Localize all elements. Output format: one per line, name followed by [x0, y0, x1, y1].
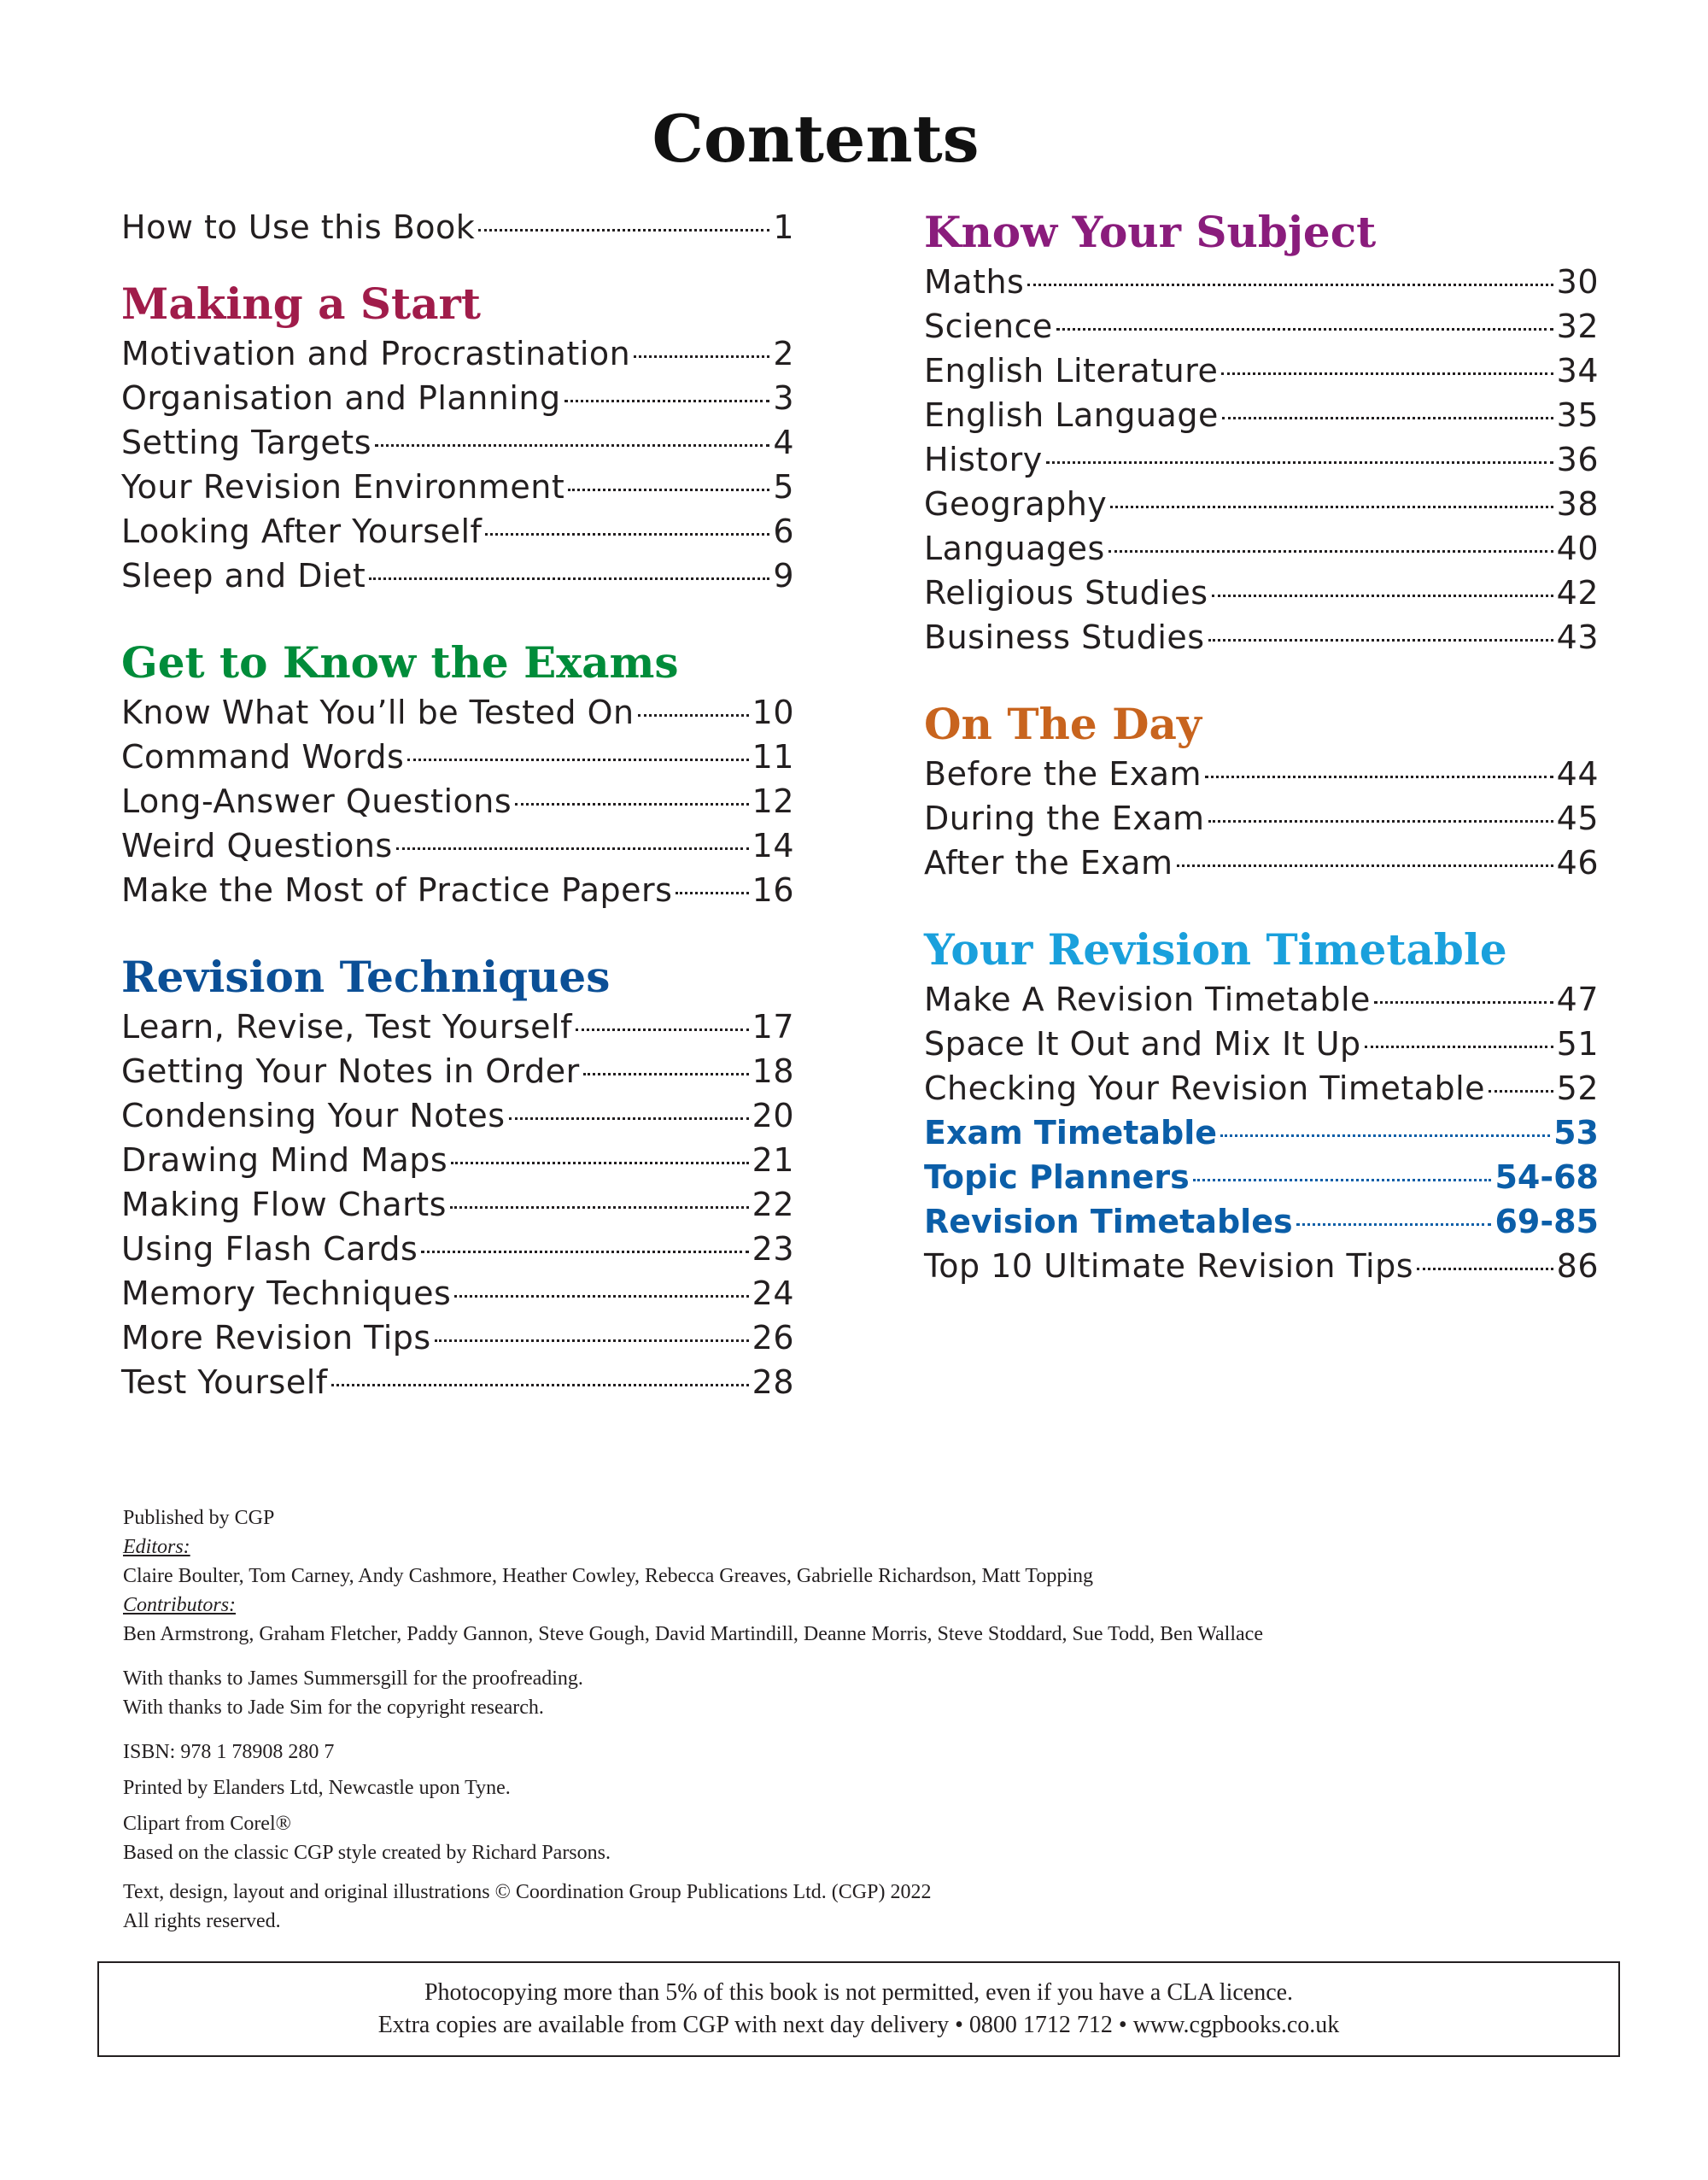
publication-credits	[123, 1503, 1609, 1936]
toc-entry-label: Memory Techniques	[121, 1275, 452, 1312]
leader-dots	[634, 355, 769, 358]
leader-dots	[331, 1384, 749, 1386]
toc-entry[interactable]	[924, 260, 1599, 304]
toc-entry[interactable]	[121, 420, 794, 465]
leader-dots	[435, 1339, 749, 1342]
toc-entry-page: 5	[773, 468, 794, 506]
toc-entry-label: How to Use this Book	[121, 208, 476, 246]
leader-dots	[509, 1117, 749, 1120]
leader-dots	[576, 1028, 749, 1031]
toc-entry-label: Using Flash Cards	[121, 1230, 418, 1268]
leader-dots	[478, 229, 769, 231]
toc-entry-page: 2	[773, 335, 794, 372]
toc-entry-label: Command Words	[121, 738, 405, 776]
toc-entry-label: English Literature	[924, 352, 1219, 390]
toc-entry-page: 28	[752, 1363, 794, 1401]
toc-entry-page: 35	[1556, 396, 1599, 434]
toc-entry[interactable]	[121, 779, 794, 823]
toc-entry-page: 30	[1556, 263, 1599, 301]
toc-entry[interactable]	[924, 1244, 1599, 1288]
toc-entry-page: 6	[773, 513, 794, 550]
toc-entry-label: Religious Studies	[924, 574, 1208, 612]
toc-entry[interactable]	[924, 615, 1599, 659]
toc-entry[interactable]	[924, 304, 1599, 349]
leader-dots	[1417, 1268, 1553, 1270]
toc-entry[interactable]	[924, 1022, 1599, 1066]
toc-entry-highlighted[interactable]	[924, 1155, 1599, 1199]
toc-entry-label: Exam Timetable	[924, 1114, 1218, 1152]
toc-entry-page: 42	[1556, 574, 1599, 612]
toc-entry[interactable]	[924, 437, 1599, 482]
section-heading-get-to-know-the-exams: Get to Know the Exams	[121, 637, 679, 688]
leader-dots	[407, 759, 748, 761]
toc-entry[interactable]	[121, 735, 794, 779]
isbn: ISBN: 978 1 78908 280 7	[123, 1741, 335, 1763]
toc-entry-page: 45	[1556, 800, 1599, 837]
section-heading-on-the-day: On The Day	[924, 699, 1202, 749]
leader-dots	[1374, 1001, 1553, 1004]
toc-entry-page: 43	[1556, 618, 1599, 656]
toc-entry[interactable]	[121, 1138, 794, 1182]
toc-entry-label: Your Revision Environment	[121, 468, 565, 506]
toc-entry-label: Condensing Your Notes	[121, 1097, 506, 1134]
toc-entry[interactable]	[121, 1049, 794, 1093]
toc-entry-page: 54-68	[1494, 1158, 1599, 1196]
leader-dots	[485, 533, 769, 536]
thanks-proofreading: With thanks to James Summersgill for the proofreading.	[123, 1667, 583, 1690]
toc-entry-label: Make A Revision Timetable	[924, 981, 1371, 1018]
toc-entry-label: Long-Answer Questions	[121, 782, 512, 820]
toc-entry-label: Checking Your Revision Timetable	[924, 1069, 1486, 1107]
toc-entry-page: 4	[773, 424, 794, 461]
toc-entry[interactable]	[121, 823, 794, 868]
toc-entry-page: 32	[1556, 308, 1599, 345]
leader-dots	[369, 577, 769, 580]
toc-entry[interactable]	[121, 1316, 794, 1360]
toc-entry-label: Sleep and Diet	[121, 557, 366, 595]
toc-entry-page: 46	[1556, 844, 1599, 882]
toc-entry-label: History	[924, 441, 1043, 478]
contributors-list: Ben Armstrong, Graham Fletcher, Paddy Gannon, Steve Gough, David Martindill, Deanne Morris, Steve Stoddard, Sue Todd, Ben Wallace	[123, 1623, 1263, 1645]
photocopy-notice-box	[97, 1961, 1620, 2057]
toc-entry-page: 22	[752, 1186, 794, 1223]
leader-dots	[1046, 461, 1553, 464]
toc-entry-label: Motivation and Procrastination	[121, 335, 631, 372]
section-list-your-revision-timetable	[924, 977, 1599, 1288]
toc-entry-label: Organisation and Planning	[121, 379, 561, 417]
leader-dots	[568, 489, 769, 491]
toc-entry-label: Science	[924, 308, 1053, 345]
toc-entry[interactable]	[924, 752, 1599, 796]
leader-dots	[1222, 417, 1553, 419]
editors-label: Editors:	[123, 1536, 190, 1558]
toc-entry-label: Test Yourself	[121, 1363, 328, 1401]
printed-by: Printed by Elanders Ltd, Newcastle upon Tyne.	[123, 1777, 511, 1799]
style-credit: Based on the classic CGP style created by Richard Parsons.	[123, 1842, 611, 1864]
rights-notice: All rights reserved.	[123, 1910, 281, 1932]
toc-entry[interactable]	[121, 1182, 794, 1227]
contents-right-column	[924, 205, 1599, 1288]
toc-entry-page: 9	[773, 557, 794, 595]
leader-dots	[1489, 1090, 1553, 1093]
toc-entry[interactable]	[924, 393, 1599, 437]
leader-dots	[375, 444, 769, 447]
toc-entry-label: Maths	[924, 263, 1025, 301]
toc-entry-page: 10	[752, 694, 794, 731]
leader-dots	[451, 1162, 748, 1164]
toc-entry-page: 53	[1553, 1114, 1599, 1152]
photocopy-notice: Photocopying more than 5% of this book is not permitted, even if you have a CLA licence.	[424, 1979, 1294, 2006]
leader-dots	[1027, 284, 1553, 286]
toc-entry[interactable]	[121, 205, 794, 249]
toc-entry-label: Weird Questions	[121, 827, 393, 864]
toc-entry-label: Setting Targets	[121, 424, 372, 461]
toc-entry[interactable]	[924, 1066, 1599, 1111]
thanks-copyright: With thanks to Jade Sim for the copyright research.	[123, 1697, 544, 1719]
leader-dots	[421, 1251, 748, 1253]
toc-entry-label: Revision Timetables	[924, 1203, 1293, 1240]
toc-entry-label: Top 10 Ultimate Revision Tips	[924, 1247, 1414, 1285]
section-list-revision-techniques	[121, 1005, 794, 1404]
leader-dots	[1208, 639, 1553, 642]
toc-entry-page: 24	[752, 1275, 794, 1312]
leader-dots	[1205, 776, 1553, 778]
leader-dots	[1110, 506, 1553, 508]
toc-entry[interactable]	[924, 571, 1599, 615]
toc-entry[interactable]	[924, 977, 1599, 1022]
toc-entry-label: English Language	[924, 396, 1219, 434]
section-heading-your-revision-timetable: Your Revision Timetable	[924, 924, 1507, 975]
contributors-label: Contributors:	[123, 1594, 237, 1616]
toc-entry[interactable]	[121, 1005, 794, 1049]
toc-entry-page: 3	[773, 379, 794, 417]
toc-entry-page: 21	[752, 1141, 794, 1179]
toc-entry-label: Looking After Yourself	[121, 513, 483, 550]
extra-copies-notice: Extra copies are available from CGP with next day delivery • 0800 1712 712 • www.cgpbooks.co.uk	[377, 2012, 1340, 2038]
toc-entry-page: 69-85	[1494, 1203, 1599, 1240]
copyright-notice: Text, design, layout and original illustrations © Coordination Group Publications Ltd. (CGP) 2022	[123, 1881, 932, 1903]
leader-dots	[1365, 1046, 1553, 1048]
leader-dots	[638, 714, 749, 717]
toc-entry-page: 40	[1556, 530, 1599, 567]
leader-dots	[1193, 1179, 1492, 1181]
toc-entry-page: 47	[1556, 981, 1599, 1018]
section-list-on-the-day	[924, 752, 1599, 885]
toc-entry-label: Business Studies	[924, 618, 1205, 656]
toc-entry-label: Space It Out and Mix It Up	[924, 1025, 1361, 1063]
leader-dots	[1296, 1223, 1492, 1226]
section-list-get-to-know-the-exams	[121, 690, 794, 912]
toc-entry-label: More Revision Tips	[121, 1319, 431, 1357]
toc-entry[interactable]	[121, 554, 794, 598]
toc-entry[interactable]	[924, 482, 1599, 526]
leader-dots	[1056, 328, 1553, 331]
toc-entry-label: Topic Planners	[924, 1158, 1190, 1196]
toc-entry[interactable]	[121, 1227, 794, 1271]
toc-entry-label: Make the Most of Practice Papers	[121, 871, 673, 909]
toc-entry[interactable]	[121, 376, 794, 420]
toc-entry[interactable]	[121, 690, 794, 735]
toc-entry-page: 17	[752, 1008, 794, 1046]
section-heading-making-a-start: Making a Start	[121, 278, 481, 329]
leader-dots	[1221, 372, 1553, 375]
toc-entry-label: Learn, Revise, Test Yourself	[121, 1008, 572, 1046]
leader-dots	[1220, 1134, 1550, 1137]
published-by: Published by CGP	[123, 1507, 275, 1529]
toc-entry-label: Languages	[924, 530, 1105, 567]
toc-entry-label: Geography	[924, 485, 1108, 523]
contents-left-column	[121, 205, 794, 1404]
leader-dots	[454, 1295, 748, 1298]
leader-dots	[515, 803, 749, 806]
toc-entry-label: During the Exam	[924, 800, 1205, 837]
section-heading-know-your-subject: Know Your Subject	[924, 207, 1377, 257]
section-list-know-your-subject	[924, 260, 1599, 659]
toc-entry[interactable]	[121, 465, 794, 509]
leader-dots	[1177, 864, 1553, 867]
toc-entry-page: 23	[752, 1230, 794, 1268]
toc-entry[interactable]	[121, 1271, 794, 1316]
toc-entry-page: 44	[1556, 755, 1599, 793]
toc-entry-highlighted[interactable]	[924, 1199, 1599, 1244]
toc-entry-page: 52	[1556, 1069, 1599, 1107]
leader-dots	[450, 1206, 749, 1209]
toc-entry[interactable]	[121, 1360, 794, 1404]
section-list-making-a-start	[121, 331, 794, 598]
toc-entry[interactable]	[924, 526, 1599, 571]
toc-entry-page: 11	[752, 738, 794, 776]
toc-entry-page: 34	[1556, 352, 1599, 390]
toc-entry-page: 18	[752, 1052, 794, 1090]
leader-dots	[1108, 550, 1553, 553]
toc-entry-label: Getting Your Notes in Order	[121, 1052, 580, 1090]
toc-entry-label: Know What You’ll be Tested On	[121, 694, 635, 731]
toc-entry-page: 38	[1556, 485, 1599, 523]
toc-entry-label: Making Flow Charts	[121, 1186, 447, 1223]
toc-entry-label: Before the Exam	[924, 755, 1202, 793]
editors-list: Claire Boulter, Tom Carney, Andy Cashmore, Heather Cowley, Rebecca Greaves, Gabrielle Richardson, Matt Topping	[123, 1565, 1094, 1587]
toc-entry-page: 86	[1556, 1247, 1599, 1285]
toc-entry-page: 16	[752, 871, 794, 909]
toc-entry-page: 51	[1556, 1025, 1599, 1063]
toc-entry-page: 20	[752, 1097, 794, 1134]
toc-entry-highlighted[interactable]	[924, 1111, 1599, 1155]
toc-entry[interactable]	[121, 331, 794, 376]
toc-entry-label: Drawing Mind Maps	[121, 1141, 448, 1179]
section-heading-revision-techniques: Revision Techniques	[121, 952, 611, 1002]
leader-dots	[1208, 820, 1553, 823]
toc-entry[interactable]	[924, 349, 1599, 393]
leader-dots	[676, 892, 748, 894]
toc-entry[interactable]	[924, 841, 1599, 885]
leader-dots	[583, 1073, 749, 1075]
leader-dots	[564, 400, 770, 402]
toc-entry[interactable]	[924, 796, 1599, 841]
leader-dots	[1212, 595, 1553, 597]
toc-entry[interactable]	[121, 1093, 794, 1138]
toc-entry-label: After the Exam	[924, 844, 1173, 882]
toc-entry[interactable]	[121, 868, 794, 912]
leader-dots	[396, 847, 749, 850]
toc-entry-page: 36	[1556, 441, 1599, 478]
toc-entry-page: 1	[773, 208, 794, 246]
toc-entry-page: 12	[752, 782, 794, 820]
toc-entry[interactable]	[121, 509, 794, 554]
clipart-credit: Clipart from Corel®	[123, 1813, 291, 1835]
toc-entry-page: 26	[752, 1319, 794, 1357]
page-title: Contents	[652, 101, 980, 177]
toc-entry-page: 14	[752, 827, 794, 864]
